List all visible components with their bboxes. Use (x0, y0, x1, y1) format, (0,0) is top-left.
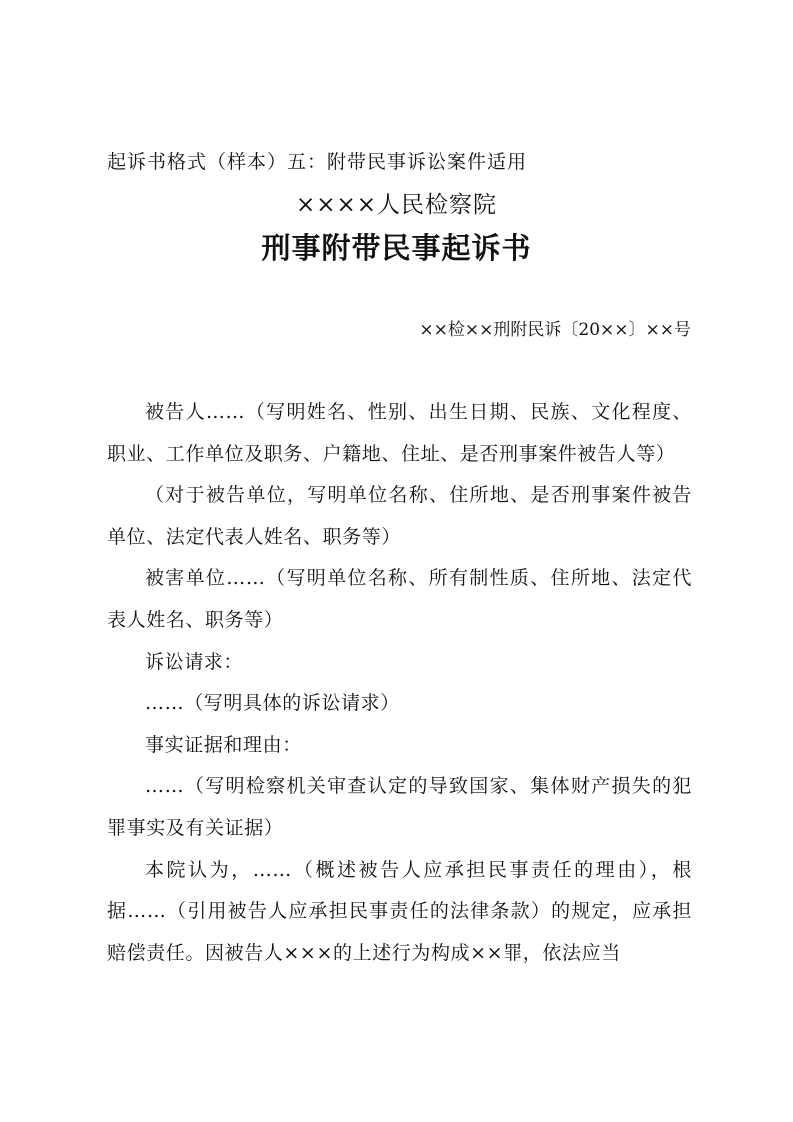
paragraph-facts: ……（写明检察机关审查认定的导致国家、集体财产损失的犯罪事实及有关证据） (107, 775, 692, 839)
procuratorate-name: ××××人民检察院 (295, 192, 498, 218)
document-body (107, 392, 692, 974)
paragraph-opinion: 本院认为，……（概述被告人应承担民事责任的理由），根据……（引用被告人应承担民事责任的法律条款）的规定，应承担赔偿责任。因被告人×××的上述行为构成××罪，依法应当 (107, 858, 692, 964)
document-title: 刑事附带民事起诉书 (261, 231, 532, 265)
paragraph-victim-unit: 被害单位……（写明单位名称、所有制性质、住所地、法定代表人姓名、职务等） (107, 567, 692, 631)
heading-claims: 诉讼请求： (145, 650, 244, 673)
paragraph-defendant: 被告人……（写明姓名、性别、出生日期、民族、文化程度、职业、工作单位及职务、户籍地、住址、是否刑事案件被告人等） (107, 401, 692, 465)
paragraph-defendant-unit: （对于被告单位，写明单位名称、住所地、是否刑事案件被告单位、法定代表人姓名、职务等） (107, 484, 692, 548)
heading-facts: 事实证据和理由： (145, 733, 302, 756)
paragraph-claims: ……（写明具体的诉讼请求） (145, 692, 400, 715)
document-number: ××检××刑附民诉〔20××〕××号 (419, 320, 691, 340)
form-caption: 起诉书格式（样本）五：附带民事诉讼案件适用 (107, 151, 528, 173)
